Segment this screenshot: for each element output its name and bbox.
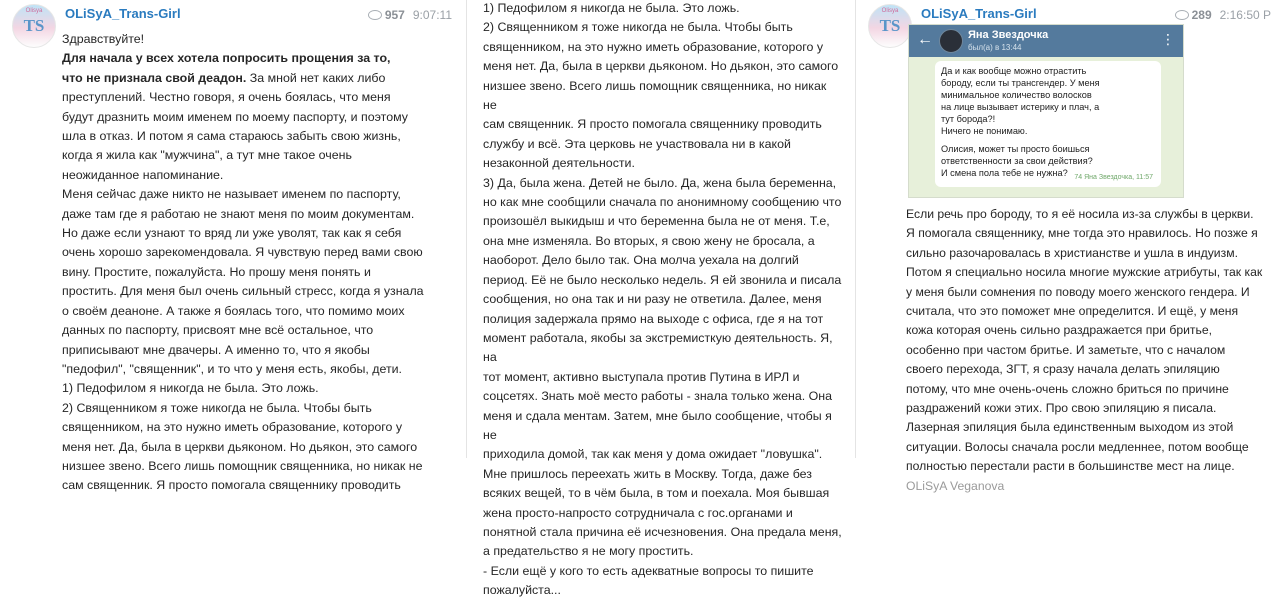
text-line: ситуации. Волосы сначала росли медленнее, потом вообще	[906, 439, 1249, 454]
avatar-text: TS	[879, 16, 901, 35]
text-line: преступлений. Честно говоря, я очень боялась, что меня	[62, 90, 391, 105]
text-line: произошёл выкидыш и что беременна была не от меня. Т.е,	[483, 214, 830, 229]
avatar-text: TS	[23, 16, 45, 35]
text-line: считала, что это поможет мне определится. И ещё, у меня	[906, 304, 1239, 319]
text-line: сам священник. Я просто помогала священнику проводить	[483, 117, 822, 132]
text-line: полностью перестали расти в большинстве мест на лице.	[906, 459, 1235, 474]
text-line: что не признала свой деадон. За мной нет каких либо	[62, 70, 386, 85]
text-line: наоборот. Дело было так. Она молча уехала на долгий	[483, 253, 799, 268]
text-line: простить. Для меня был очень сильный стресс, когда я узнала	[62, 284, 424, 299]
text-line: тот момент, активно выступала против Путина в ИРЛ и	[483, 369, 800, 384]
message-line: минимальное количество волосков	[941, 90, 1092, 100]
text-line: даже там где я работаю не знают меня по моим документам.	[62, 206, 415, 221]
text-line: 3) Да, была жена. Детей не было. Да, жена была беременна,	[483, 175, 837, 190]
text-line: но как мне сообщили сначала по анонимному сообщению что	[483, 195, 842, 210]
text-line: неожиданное напоминание.	[62, 167, 224, 182]
text-line: пожалуйста...	[483, 583, 561, 598]
text-line: 1) Педофилом я никогда не была. Это ложь.	[62, 381, 319, 396]
text-line: своего перехода, ЗГТ, я сразу начала делать эпиляцию	[906, 362, 1220, 377]
message-line: бороду, если ты трансгендер. У меня	[941, 78, 1100, 88]
text-line: Лазерная эпиляция была единственным выходом из этой	[906, 420, 1234, 435]
post-panel-1	[0, 0, 462, 493]
text-line: меня нет. Да, была в церкви дьяконом. Но дьякон, это самого	[483, 59, 839, 74]
channel-avatar[interactable]	[868, 4, 912, 48]
text-line: о своём деаноне. А также я боялась того, что помимо моих	[62, 303, 405, 318]
message-line: на лице вызывает истерику и плач, а	[941, 102, 1100, 112]
text-line: 2) Священником я тоже никогда не была. Чтобы быть	[483, 20, 793, 35]
text-line: соцсетях. Знать моё место работы - знала только жена. Она	[483, 389, 833, 404]
text-line: у меня были сомнения по поводу моего женского гендера. И	[906, 284, 1250, 299]
text-line: вину. Простите, пожалуйста. Но прошу меня понять и	[62, 264, 371, 279]
text-line: 1) Педофилом я никогда не была. Это ложь.	[483, 1, 740, 15]
text-line: 2) Священником я тоже никогда не была. Чтобы быть	[62, 400, 372, 415]
text-line: Если речь про бороду, то я её носила из-за службы в церкви.	[906, 207, 1254, 221]
post-panel-3	[855, 0, 1281, 493]
text-line: Меня сейчас даже никто не называет именем по паспорту,	[62, 187, 401, 202]
contact-name: Яна Звездочка	[968, 29, 1049, 41]
text-line: период. Её не было несколько недель. Я ей звонила и писала	[483, 272, 842, 287]
text-line: кожа которая очень сильно раздражается при бритье,	[906, 323, 1213, 338]
text-line: меня и сдала ментам. Затем, мне было сообщение, чтобы я не	[483, 408, 832, 442]
view-count: 289	[1191, 8, 1212, 22]
text-line: полиция задержала прямо на выходе с офиса, где я на тот	[483, 311, 824, 326]
text-line: жена просто-напросто сотрудничала с гос.органами и	[483, 505, 793, 520]
text-line: сообщения, но она так и ни разу не ответила. Далее, меня	[483, 292, 822, 307]
text-line: Потом я специально носила многие мужские атрибуты, так как	[906, 265, 1263, 280]
text-line: священником, на это нужно иметь образование, которого у	[62, 420, 403, 435]
message-meta: 74 Яна Звездочка, 11:57	[1074, 174, 1153, 181]
text-line: приходила домой, так как меня у дома ожидает "ловушка".	[483, 447, 823, 462]
back-arrow-icon: ←	[917, 31, 933, 48]
text-line: всяких вещей, то в чём была, в том и поехала. Моя бывшая	[483, 486, 830, 501]
post-meta	[368, 8, 452, 22]
contact-status: был(а) в 13:44	[968, 43, 1022, 52]
post-text	[62, 30, 457, 496]
chat-header	[909, 25, 1183, 57]
text-line: меня нет. Да, была в церкви дьяконом. Но дьякон, это самого	[62, 439, 418, 454]
text-line: службу и всё. Эта церковь не участвовала ни в какой	[483, 136, 791, 151]
avatar-caption: Olisya	[881, 8, 899, 14]
text-line: сам священник. Я просто помогала священнику проводить	[62, 478, 401, 493]
text-line: Для начала у всех хотела попросить прощения за то,	[62, 51, 391, 66]
text-line: "педофил", "священник", и то что у меня есть, якобы, дети.	[62, 361, 402, 376]
text-line: особенно при частом бритье. И заметьте, что с началом	[906, 342, 1226, 357]
text-line: когда я жила как "мужчина", а тут мне такое очень	[62, 148, 352, 163]
text-line: низшее звено. Всего лишь помощник священника, но никак не	[62, 458, 423, 473]
text-line: раздражений кожи этих. Про свою эпиляцию я писала.	[906, 401, 1217, 416]
text-line: - Если ещё у кого то есть адекватные вопросы то пишите	[483, 563, 814, 578]
text-line: шла в отказ. И потом я сама стараюсь забыть свою жизнь,	[62, 129, 401, 144]
text-line: момент работала, якобы за экстремисткую деятельность. Я, на	[483, 330, 833, 365]
channel-name[interactable]: OLiSyA_Trans-Girl	[65, 6, 181, 21]
message-line: Олисия, может ты просто боишься	[941, 144, 1090, 154]
text-line: Я помогала священнику, мне тогда это нравилось. Но позже я	[906, 226, 1258, 241]
text-line: данных по паспорту, присвоят мне всё остальное, что	[62, 323, 374, 338]
avatar-caption: Olisya	[25, 8, 43, 14]
text-line: приписывают мне двачеры. А именно то, что я якобы	[62, 342, 370, 357]
text-line: Но даже если узнают то вряд ли уже уволят, так как я себя	[62, 226, 402, 241]
message-bubble	[935, 61, 1161, 187]
post-text	[906, 205, 1276, 496]
text-line: понятной стала причина её исчезновения. Она предала меня,	[483, 524, 842, 539]
channel-name[interactable]: OLiSyA_Trans-Girl	[921, 6, 1037, 21]
text-line: незаконной деятельности.	[483, 156, 635, 171]
post-signature: OLiSyA Veganova	[906, 478, 1005, 493]
text-line: она мне изменяла. Во вторых, я свою жену не бросала, а	[483, 233, 815, 248]
text-line: Мне пришлось переехать жить в Москву. Тогда, даже без	[483, 466, 812, 481]
more-icon: ⋮	[1161, 31, 1175, 47]
eye-icon	[368, 10, 382, 20]
post-time: 9:07:11	[412, 8, 452, 22]
post-meta	[1175, 8, 1271, 22]
text-line: будут дразнить моим именем по моему паспорту, и поэтому	[62, 109, 408, 124]
text-line: священником, на это нужно иметь образование, которого у	[483, 39, 824, 54]
message-line: И смена пола тебе не нужна?	[941, 168, 1068, 178]
post-text	[483, 0, 843, 601]
message-line: Ничего не понимаю.	[941, 126, 1028, 136]
text-line: сильно разочаровалась в христианстве и ушла в индуизм.	[906, 245, 1238, 260]
channel-avatar[interactable]	[12, 4, 56, 48]
message-line: Да и как вообще можно отрастить	[941, 66, 1087, 76]
contact-avatar	[939, 29, 963, 53]
text-line: очень хорошо зарекомендовала. Я чувствую перед вами свою	[62, 245, 423, 260]
post-panel-2	[466, 0, 853, 598]
message-line: тут борода?!	[941, 114, 996, 124]
view-count: 957	[384, 8, 405, 22]
text-line: потому, что мне очень-очень сложно бриться по причине	[906, 381, 1229, 396]
embedded-chat-screenshot[interactable]	[908, 24, 1184, 198]
text-line: низшее звено. Всего лишь помощник священника, но никак не	[483, 78, 827, 113]
text-line: Здравствуйте!	[62, 32, 145, 46]
text-line: а предательство я не могу простить.	[483, 544, 694, 559]
post-time: 2:16:50 P	[1219, 8, 1271, 22]
message-line: ответственности за свои действия?	[941, 156, 1093, 166]
eye-icon	[1175, 10, 1189, 20]
